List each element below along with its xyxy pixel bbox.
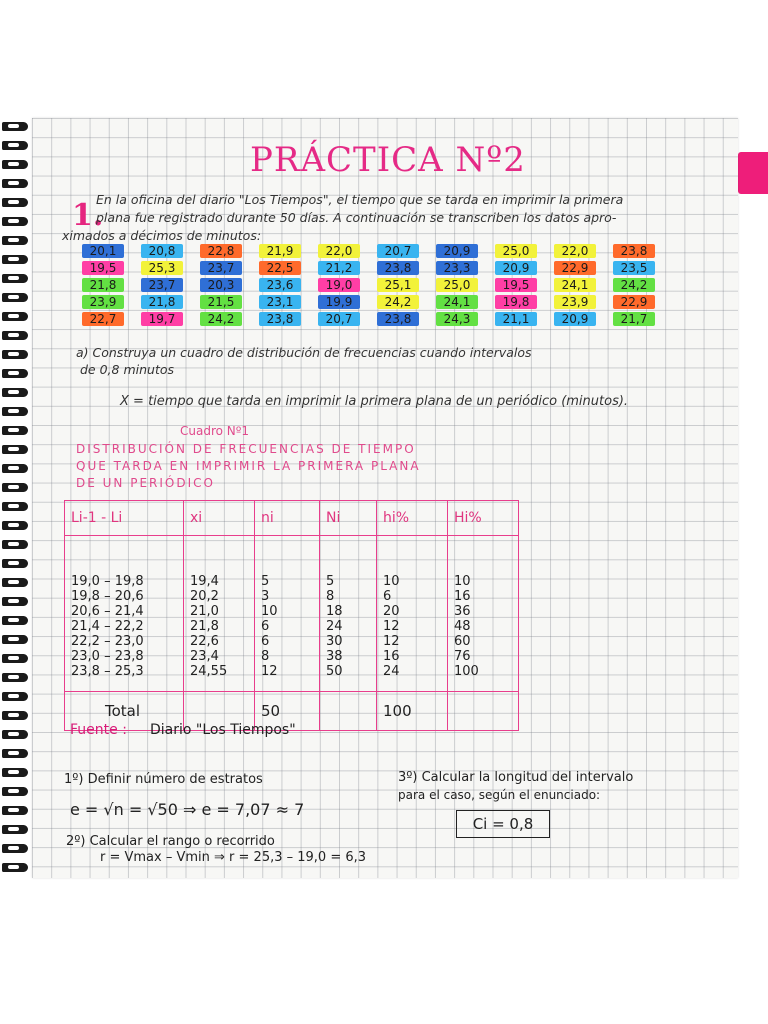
table-cell: 3 bbox=[261, 589, 270, 604]
spiral-ring bbox=[2, 122, 28, 131]
column-interval bbox=[65, 536, 184, 692]
spiral-ring bbox=[2, 787, 28, 796]
table-cell: 48 bbox=[454, 619, 471, 634]
spiral-ring bbox=[2, 445, 28, 454]
data-value-cell: 19,5 bbox=[82, 261, 124, 275]
data-value-cell: 22,9 bbox=[613, 295, 655, 309]
column-Ni bbox=[320, 536, 377, 692]
spiral-ring bbox=[2, 198, 28, 207]
spiral-ring bbox=[2, 255, 28, 264]
step-1-title: 1º) Definir número de estratos bbox=[64, 772, 263, 787]
table-cell: 30 bbox=[326, 634, 343, 649]
page-margin-top bbox=[0, 0, 768, 118]
table-cell: 16 bbox=[454, 589, 471, 604]
table-cell: 10 bbox=[454, 574, 471, 589]
table-cell: 100 bbox=[454, 664, 479, 679]
data-value-cell: 23,3 bbox=[436, 261, 478, 275]
spiral-ring bbox=[2, 806, 28, 815]
table-cell: 20,2 bbox=[190, 589, 219, 604]
table-cell: 12 bbox=[261, 664, 278, 679]
data-value-cell: 19,5 bbox=[495, 278, 537, 292]
spiral-ring bbox=[2, 673, 28, 682]
table-cell: 8 bbox=[261, 649, 270, 664]
page-title: PRÁCTICA Nº2 bbox=[250, 140, 526, 180]
data-value-cell: 21,8 bbox=[141, 295, 183, 309]
data-value-cell: 22,0 bbox=[554, 244, 596, 258]
total-label: Total bbox=[65, 692, 184, 731]
spiral-ring bbox=[2, 160, 28, 169]
table-cell: 24,55 bbox=[190, 664, 228, 679]
spiral-ring bbox=[2, 692, 28, 701]
spiral-ring bbox=[2, 179, 28, 188]
table-cell: 10 bbox=[261, 604, 278, 619]
data-value-cell: 23,1 bbox=[259, 295, 301, 309]
problem-number: 1. bbox=[72, 198, 104, 233]
data-value-cell: 22,5 bbox=[259, 261, 301, 275]
table-cell: 21,8 bbox=[190, 619, 219, 634]
table-cell: 23,4 bbox=[190, 649, 219, 664]
data-value-cell: 20,9 bbox=[554, 312, 596, 326]
data-value-cell: 19,9 bbox=[318, 295, 360, 309]
step-2-formula: r = Vmax – Vmin ⇒ r = 25,3 – 19,0 = 6,3 bbox=[100, 850, 367, 865]
table-cell: 10 bbox=[383, 574, 400, 589]
table-header-row bbox=[65, 501, 519, 536]
column-hi bbox=[377, 536, 448, 692]
spiral-ring bbox=[2, 426, 28, 435]
data-value-cell: 22,8 bbox=[200, 244, 242, 258]
column-Hi bbox=[448, 536, 519, 692]
notebook-tab bbox=[738, 152, 768, 194]
data-value-cell: 22,9 bbox=[554, 261, 596, 275]
spiral-ring bbox=[2, 597, 28, 606]
spiral-ring bbox=[2, 711, 28, 720]
spiral-ring bbox=[2, 635, 28, 644]
total-Ni bbox=[320, 692, 377, 731]
header-Ni: Ni bbox=[320, 501, 377, 536]
data-value-cell: 19,0 bbox=[318, 278, 360, 292]
header-Hi: Hi% bbox=[448, 501, 519, 536]
table-label: Cuadro Nº1 bbox=[180, 424, 250, 438]
spiral-ring bbox=[2, 369, 28, 378]
data-value-cell: 24,1 bbox=[436, 295, 478, 309]
data-value-cell: 20,1 bbox=[82, 244, 124, 258]
table-cell: 22,6 bbox=[190, 634, 219, 649]
table-cell: 16 bbox=[383, 649, 400, 664]
data-value-cell: 24,2 bbox=[200, 312, 242, 326]
data-value-cell: 19,8 bbox=[495, 295, 537, 309]
raw-data-grid bbox=[82, 244, 682, 330]
step-3-result-box: Ci = 0,8 bbox=[456, 810, 550, 838]
problem-text-line-3: ximados a décimos de minutos: bbox=[62, 228, 262, 243]
spiral-ring bbox=[2, 407, 28, 416]
table-caption-line-1: DISTRIBUCIÓN DE FRECUENCIAS DE TIEMPO bbox=[76, 442, 416, 456]
header-interval: Li-1 - Li bbox=[65, 501, 184, 536]
data-value-cell: 20,7 bbox=[377, 244, 419, 258]
spiral-ring bbox=[2, 350, 28, 359]
table-cell: 50 bbox=[326, 664, 343, 679]
step-2-title: 2º) Calcular el rango o recorrido bbox=[66, 834, 275, 849]
table-cell: 22,2 – 23,0 bbox=[71, 634, 144, 649]
total-ni: 50 bbox=[255, 692, 320, 731]
spiral-ring bbox=[2, 521, 28, 530]
variable-definition: X = tiempo que tarda en imprimir la primera plana de un periódico (minutos). bbox=[120, 394, 629, 409]
table-cell: 12 bbox=[383, 619, 400, 634]
spiral-ring bbox=[2, 483, 28, 492]
data-value-cell: 21,1 bbox=[495, 312, 537, 326]
table-cell: 24 bbox=[326, 619, 343, 634]
data-value-cell: 20,9 bbox=[436, 244, 478, 258]
data-value-cell: 23,5 bbox=[613, 261, 655, 275]
spiral-binding bbox=[0, 118, 30, 878]
problem-text-line-2: plana fue registrado durante 50 días. A continuación se transcriben los datos apro- bbox=[96, 210, 617, 225]
data-value-cell: 20,3 bbox=[200, 278, 242, 292]
data-value-cell: 22,0 bbox=[318, 244, 360, 258]
data-value-cell: 24,3 bbox=[436, 312, 478, 326]
data-value-cell: 23,7 bbox=[200, 261, 242, 275]
spiral-ring bbox=[2, 844, 28, 853]
data-value-cell: 21,5 bbox=[200, 295, 242, 309]
data-value-cell: 24,1 bbox=[554, 278, 596, 292]
spiral-ring bbox=[2, 730, 28, 739]
spiral-ring bbox=[2, 825, 28, 834]
table-cell: 76 bbox=[454, 649, 471, 664]
spiral-ring bbox=[2, 559, 28, 568]
table-cell: 60 bbox=[454, 634, 471, 649]
table-cell: 19,4 bbox=[190, 574, 219, 589]
table-cell: 8 bbox=[326, 589, 335, 604]
spiral-ring bbox=[2, 464, 28, 473]
data-value-cell: 23,8 bbox=[259, 312, 301, 326]
spiral-ring bbox=[2, 749, 28, 758]
spiral-ring bbox=[2, 540, 28, 549]
table-cell: 23,8 – 25,3 bbox=[71, 664, 144, 679]
step-3-title: 3º) Calcular la longitud del intervalo bbox=[398, 770, 634, 785]
data-value-cell: 21,9 bbox=[259, 244, 301, 258]
data-value-cell: 23,8 bbox=[377, 312, 419, 326]
table-cell: 12 bbox=[383, 634, 400, 649]
data-value-cell: 23,8 bbox=[377, 261, 419, 275]
step-1-formula: e = √n = √50 ⇒ e = 7,07 ≈ 7 bbox=[70, 800, 305, 819]
data-value-cell: 24,2 bbox=[377, 295, 419, 309]
table-cell: 23,0 – 23,8 bbox=[71, 649, 144, 664]
data-value-cell: 25,3 bbox=[141, 261, 183, 275]
table-cell: 21,4 – 22,2 bbox=[71, 619, 144, 634]
data-value-cell: 25,0 bbox=[436, 278, 478, 292]
source-label: Fuente : bbox=[70, 722, 127, 738]
data-value-cell: 21,8 bbox=[82, 278, 124, 292]
question-a-line-1: a) Construya un cuadro de distribución de frecuencias cuando intervalos bbox=[76, 345, 532, 360]
table-caption-line-2: QUE TARDA EN IMPRIMIR LA PRIMERA PLANA bbox=[76, 459, 421, 473]
table-cell: 19,0 – 19,8 bbox=[71, 574, 144, 589]
data-value-cell: 24,2 bbox=[613, 278, 655, 292]
data-value-cell: 20,9 bbox=[495, 261, 537, 275]
data-value-cell: 23,6 bbox=[259, 278, 301, 292]
data-value-cell: 25,0 bbox=[495, 244, 537, 258]
table-cell: 36 bbox=[454, 604, 471, 619]
data-value-cell: 20,8 bbox=[141, 244, 183, 258]
total-hi: 100 bbox=[377, 692, 448, 731]
data-value-cell: 20,7 bbox=[318, 312, 360, 326]
header-hi: hi% bbox=[377, 501, 448, 536]
spiral-ring bbox=[2, 863, 28, 872]
spiral-ring bbox=[2, 141, 28, 150]
table-cell: 21,0 bbox=[190, 604, 219, 619]
table-cell: 20 bbox=[383, 604, 400, 619]
spiral-ring bbox=[2, 578, 28, 587]
table-body-row bbox=[65, 536, 519, 692]
column-ni bbox=[255, 536, 320, 692]
table-cell: 6 bbox=[383, 589, 392, 604]
table-cell: 24 bbox=[383, 664, 400, 679]
data-value-cell: 25,1 bbox=[377, 278, 419, 292]
source-text: Diario "Los Tiempos" bbox=[150, 722, 296, 738]
spiral-ring bbox=[2, 388, 28, 397]
table-cell: 5 bbox=[261, 574, 270, 589]
question-a-line-2: de 0,8 minutos bbox=[80, 362, 175, 377]
spiral-ring bbox=[2, 274, 28, 283]
spiral-ring bbox=[2, 654, 28, 663]
table-cell: 20,6 – 21,4 bbox=[71, 604, 144, 619]
header-xi: xi bbox=[184, 501, 255, 536]
table-cell: 38 bbox=[326, 649, 343, 664]
spiral-ring bbox=[2, 293, 28, 302]
spiral-ring bbox=[2, 236, 28, 245]
table-cell: 18 bbox=[326, 604, 343, 619]
table-cell: 19,8 – 20,6 bbox=[71, 589, 144, 604]
spiral-ring bbox=[2, 768, 28, 777]
table-cell: 6 bbox=[261, 619, 270, 634]
data-value-cell: 21,2 bbox=[318, 261, 360, 275]
data-value-cell: 21,7 bbox=[613, 312, 655, 326]
data-value-cell: 23,8 bbox=[613, 244, 655, 258]
table-cell: 6 bbox=[261, 634, 270, 649]
problem-text-line-1: En la oficina del diario "Los Tiempos", el tiempo que se tarda en imprimir la primera bbox=[96, 192, 624, 207]
total-Hi bbox=[448, 692, 519, 731]
data-value-cell: 22,7 bbox=[82, 312, 124, 326]
data-value-cell: 23,7 bbox=[141, 278, 183, 292]
spiral-ring bbox=[2, 331, 28, 340]
column-xi bbox=[184, 536, 255, 692]
step-3-subtitle: para el caso, según el enunciado: bbox=[398, 788, 601, 802]
data-value-cell: 23,9 bbox=[554, 295, 596, 309]
data-value-cell: 23,9 bbox=[82, 295, 124, 309]
data-value-cell: 19,7 bbox=[141, 312, 183, 326]
frequency-table bbox=[64, 500, 519, 731]
spiral-ring bbox=[2, 502, 28, 511]
table-caption-line-3: DE UN PERIÓDICO bbox=[76, 476, 215, 490]
table-cell: 5 bbox=[326, 574, 335, 589]
spiral-ring bbox=[2, 312, 28, 321]
header-ni: ni bbox=[255, 501, 320, 536]
spiral-ring bbox=[2, 616, 28, 625]
spiral-ring bbox=[2, 217, 28, 226]
